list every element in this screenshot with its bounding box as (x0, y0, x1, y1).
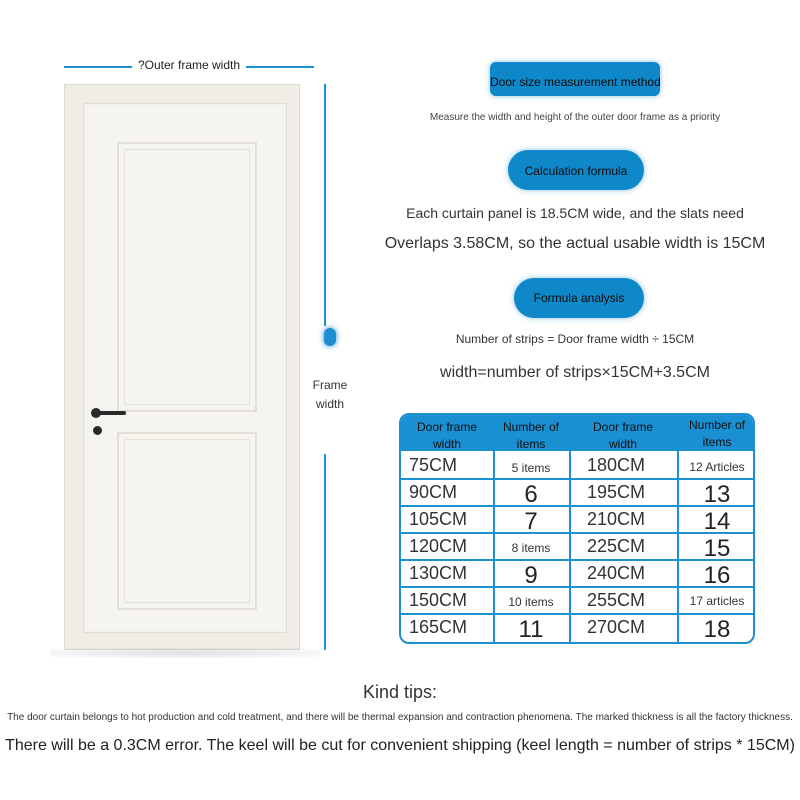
table-header (401, 415, 753, 451)
table-cell-width: 270CM (587, 617, 646, 637)
header-number-of-items-1: Number of items (502, 420, 560, 451)
table-row-divider (401, 478, 753, 480)
kind-tips-line-1: The door curtain belongs to hot production and cold treatment, and there will be thermal expansion and contraction phenomena. The marked thickness is all the factory thickness. (7, 712, 793, 723)
table-cell-width: 180CM (587, 455, 646, 475)
table-cell-width: 210CM (587, 509, 646, 529)
dimension-marker-icon (324, 328, 336, 346)
table-cell-width: 240CM (587, 563, 646, 583)
table-cell-count: 17 articles (689, 594, 745, 608)
table-cell-count: 18 (703, 616, 731, 643)
table-cell-count: 10 items (508, 595, 554, 609)
frame-width-side-label (308, 326, 352, 454)
size-table (399, 413, 755, 644)
table-cell-count: 14 (703, 508, 731, 535)
side-label-line1: Frame (312, 378, 348, 392)
table-cell-count: 8 items (511, 541, 551, 555)
header-number-of-items-2: Number of items (688, 418, 746, 449)
measurement-note: Measure the width and height of the outer door frame as a priority (429, 112, 721, 123)
table-cell-count: 6 (524, 481, 538, 508)
table-cell-width: 75CM (409, 455, 458, 475)
table-row-divider (401, 613, 753, 615)
table-cell-width: 120CM (409, 536, 468, 556)
door-panel-top (117, 142, 257, 412)
table-cell-count: 12 Articles (689, 460, 745, 474)
table-cell-width: 195CM (587, 482, 646, 502)
kind-tips-title: Kind tips: (362, 682, 438, 702)
outer-frame-width-dimension (64, 60, 314, 74)
table-cell-width: 255CM (587, 590, 646, 610)
table-cell-width: 90CM (409, 482, 458, 502)
header-door-frame-width-1: Door frame width (416, 420, 478, 451)
door-panel-bottom (117, 432, 257, 610)
table-cell-count: 5 items (511, 461, 551, 475)
table-cell-width: 105CM (409, 509, 468, 529)
table-cell-count: 13 (703, 481, 731, 508)
width-formula: width=number of strips×15CM+3.5CM (440, 364, 710, 381)
table-cell-width: 225CM (587, 536, 646, 556)
table-cell-count: 16 (703, 562, 731, 589)
door-handle-lever (96, 411, 126, 415)
table-cell-width: 165CM (409, 617, 468, 637)
table-cell-count: 7 (524, 508, 538, 535)
strips-formula: Number of strips = Door frame width ÷ 15CM (455, 332, 695, 346)
door-floor-shadow (50, 648, 320, 658)
door-frame-illustration (64, 84, 300, 650)
calculation-formula-title: Calculation formula (524, 164, 628, 178)
side-label-line2: width (315, 397, 344, 411)
table-cell-count: 15 (703, 535, 731, 562)
kind-tips-line-2: There will be a 0.3CM error. The keel will be cut for convenient shipping (keel length = number of strips * 15CM) (5, 737, 795, 754)
calculation-line-1: Each curtain panel is 18.5CM wide, and the slats need (406, 205, 744, 221)
table-cell-count: 11 (518, 616, 544, 643)
measurement-method-title: Door size measurement method (490, 75, 661, 89)
door-lock (93, 426, 102, 435)
measurement-method-pill (490, 62, 660, 96)
door-slab (83, 103, 287, 633)
table-cell-width: 130CM (409, 563, 468, 583)
calculation-formula-pill (508, 150, 644, 190)
calculation-line-2: Overlaps 3.58CM, so the actual usable width is 15CM (384, 235, 766, 252)
table-cell-count: 9 (524, 562, 538, 589)
outer-frame-width-label: ?Outer frame width (132, 58, 246, 72)
formula-analysis-title: Formula analysis (533, 291, 625, 305)
table-cell-width: 150CM (409, 590, 468, 610)
formula-analysis-pill (514, 278, 644, 318)
header-door-frame-width-2: Door frame width (592, 420, 654, 451)
